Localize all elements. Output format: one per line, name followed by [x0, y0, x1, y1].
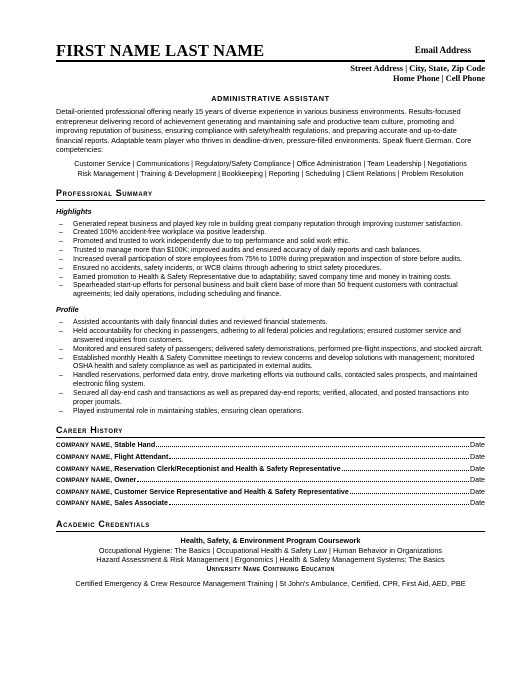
- employment-date: Date: [470, 499, 485, 508]
- leader-dots: [156, 446, 469, 447]
- list-item: – Generated repeat business and played key role in building great company reputation through improving customer satisfaction.: [56, 221, 485, 230]
- email-address: Email Address: [414, 45, 471, 55]
- section-heading-academic-credentials: [56, 519, 485, 532]
- career-history-list: [56, 440, 485, 510]
- courses-line: Occupational Hygiene: The Basics | Occupational Health & Safety Law | Human Behavior in Organizations: [98, 545, 443, 555]
- list-item: – Monitored and ensured safety of passengers; delivered safety demonstrations, performed pre-flight inspections, and stocked aircraft.: [56, 346, 485, 355]
- employment-date: Date: [470, 464, 485, 473]
- section-heading-career-history: [56, 425, 485, 438]
- leader-dots: [169, 504, 469, 505]
- list-item: – Trusted to manage more than $100K; improved audits and ensured accuracy of daily reports and cash balances.: [56, 247, 485, 256]
- section-heading-professional-summary: [56, 188, 485, 201]
- employment-date: Date: [470, 487, 485, 496]
- position-title: Sales Associate: [114, 499, 168, 508]
- career-row: [56, 452, 485, 464]
- career-row: [56, 498, 485, 510]
- list-item: – Played instrumental role in maintaining stables, ensuring clean operations.: [56, 408, 485, 417]
- company-name: COMPANY NAME,: [56, 500, 113, 508]
- certification-line: Certified Emergency & Crew Resource Management Training | St John's Ambulance, Certified, CPR, First Aid, AED, PBE: [75, 579, 466, 588]
- job-title: ADMINISTRATIVE ASSISTANT: [211, 94, 330, 103]
- list-item: – Spearheaded start-up efforts for personal business and built client base of more than 50 frequent customers with contractual agreements; led daily operations, including scheduling and finance.: [56, 282, 485, 300]
- core-competencies: [56, 160, 485, 180]
- employment-date: Date: [470, 441, 485, 450]
- position-title: Flight Attendant: [114, 453, 169, 462]
- position-title: Owner: [114, 476, 137, 485]
- employment-date: Date: [470, 476, 485, 485]
- company-name: COMPANY NAME,: [56, 454, 113, 462]
- academic-credentials: [56, 536, 485, 589]
- competencies-line: Risk Management | Training & Development | Bookkeeping | Reporting | Scheduling | Client Relations | Problem Resolution: [77, 169, 464, 178]
- company-name: COMPANY NAME,: [56, 488, 113, 496]
- highlights-label: Highlights: [56, 206, 92, 216]
- position-title: Reservation Clerk/Receptionist and Health & Safety Representative: [114, 464, 341, 473]
- competencies-line: Customer Service | Communications | Regulatory/Safety Compliance | Office Administration | Team Leadership | Negotiations: [74, 159, 467, 168]
- highlights-list: [56, 221, 485, 301]
- leader-dots: [169, 458, 469, 459]
- career-row: [56, 440, 485, 452]
- list-item: – Secured all day-end cash and transactions as well as prepared day-end reports; verified, allocated, and posted transactions into proper journals.: [56, 390, 485, 408]
- courses-line: Hazard Assessment & Risk Management | Ergonomics | Health & Safety Management Systems: The Basics: [96, 555, 445, 564]
- list-item: – Handled reservations, performed data entry, drove marketing efforts via outbound calls, contacted sales prospects, and maintained electronic filing system.: [56, 372, 485, 390]
- university-name: University Name Continuing Education: [206, 565, 335, 573]
- candidate-name: FIRST NAME LAST NAME: [56, 41, 265, 60]
- list-item: – Earned promotion to Health & Safety Representative due to adaptability; saved company time and money in training costs.: [56, 274, 485, 283]
- header-divider: [56, 60, 485, 62]
- profile-list: [56, 319, 485, 416]
- list-item: – Assisted accountants with daily financial duties and reviewed financial statements.: [56, 319, 485, 328]
- profile-label: Profile: [56, 305, 79, 315]
- list-item: – Established monthly Health & Safety Committee meetings to review concerns and develop solutions with management; monitored OSHA health and safety compliance as well as participated in external audits.: [56, 355, 485, 373]
- professional-profile: Detail-oriented professional offering nearly 15 years of diverse experience in various business environments. Results-focused entrepreneur delivering record of achievement generating and maintaining safe and productive team culture, promoting and improving reputation of business, ensuring compliance with safety/health regulations, and preparing accurate and up-to-date financial reports. Adaptable team player who thrives in deadline-driven, pressure-filled environments. Speak fluent German. Core competencies:: [56, 107, 472, 155]
- section-heading-text: Professional Summary: [56, 187, 153, 198]
- list-item: – Held accountability for checking in passengers, adhering to all federal policies and regulations; ensured customer service and answered inquiries from customers.: [56, 328, 485, 346]
- section-heading-text: Academic Credentials: [56, 519, 150, 529]
- program-name: Health, Safety, & Environment Program Coursework: [180, 536, 361, 545]
- position-title: Stable Hand: [114, 441, 156, 450]
- company-name: COMPANY NAME,: [56, 465, 113, 473]
- leader-dots: [350, 493, 469, 494]
- position-title: Customer Service Representative and Health & Safety Representative: [114, 487, 349, 496]
- list-item: – Ensured no accidents, safety incidents, or WCB claims through adhering to strict safety procedures.: [56, 265, 485, 274]
- career-row: [56, 487, 485, 499]
- list-item: – Created 100% accident-free workplace via positive leadership.: [56, 229, 485, 238]
- list-item: – Increased overall participation of store employees from 75% to 100% during preparation and inspection of store before audits.: [56, 256, 485, 265]
- section-heading-text: Career History: [56, 425, 123, 436]
- street-address: Street Address | City, State, Zip Code: [350, 63, 485, 73]
- company-name: COMPANY NAME,: [56, 442, 113, 450]
- career-row: [56, 464, 485, 476]
- resume-header: [56, 0, 485, 86]
- employment-date: Date: [470, 453, 485, 462]
- company-name: COMPANY NAME,: [56, 477, 113, 485]
- list-item: – Promoted and trusted to work independently due to top performance and solid work ethic.: [56, 238, 485, 247]
- career-row: [56, 475, 485, 487]
- leader-dots: [342, 470, 469, 471]
- leader-dots: [137, 481, 469, 482]
- phone-numbers: Home Phone | Cell Phone: [392, 73, 485, 83]
